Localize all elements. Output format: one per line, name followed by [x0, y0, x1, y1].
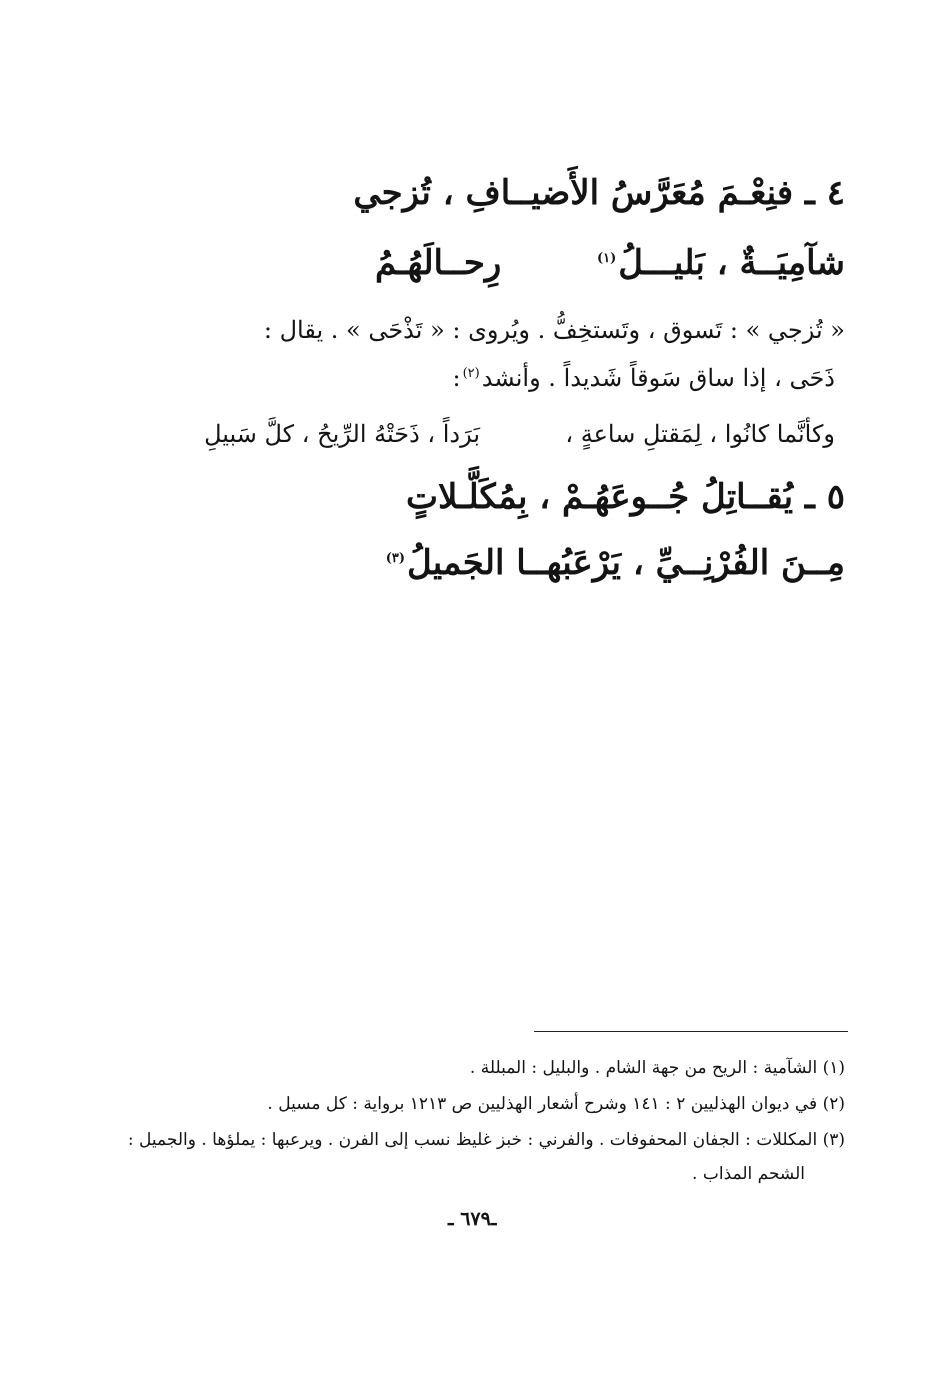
verse-4-second-part-a: رِحــالَهُـمُ: [374, 243, 502, 283]
verse-5-second-hemistich: [384, 543, 845, 583]
quoted-verse-second-half: بَرَداً ، ذَحَتْهُ الرِّيحُ ، كلَّ سَبيلِ: [204, 420, 481, 448]
page-number: ـ٦٧٩ ـ: [448, 1208, 497, 1230]
quoted-verse-first-half: وكأنَّما كانُوا ، لِمَقتلِ ساعةٍ ،: [565, 420, 835, 448]
verse-4-second-hemistich: [374, 243, 845, 283]
verse-5-first-hemistich: ٥ ـ يُقــاتِلُ جُــوعَهُـمْ ، بِمُكَلَّـلاتٍ: [406, 477, 845, 517]
footnote-3: (٣) المكللات : الجفان المحفوفات . والفرني : خبز غليظ نسب إلى الفرن . ويرعبها : يملؤها . والجميل :: [127, 1130, 845, 1150]
footnote-2: (٢) في ديوان الهذليين ٢ : ١٤١ وشرح أشعار الهذليين ص ١٢١٣ برواية : كل مسيل .: [267, 1094, 845, 1114]
footnote-mark-1: (١): [596, 250, 617, 266]
commentary-line-1: « تُزجي » : تَسوق ، وتَستخِفُّ . ويُروى : « تَذْحَى » . يقال :: [263, 316, 845, 344]
quoted-verse: [204, 422, 835, 446]
verse-4-second-part-b: شآمِيَــةٌ ، بَليـــلُ: [618, 243, 845, 283]
footnote-mark-3: (٣): [385, 550, 406, 566]
footnote-mark-2: (٢): [462, 366, 480, 381]
verse-4-first-hemistich: ٤ ـ فنِعْـمَ مُعَرَّسُ الأَضيــافِ ، تُزجي: [353, 173, 845, 213]
commentary-line-2-text: ذَحَى ، إذا ساق سَوقاً شَديداً . وأنشد: [481, 364, 835, 392]
footnote-divider: [534, 1031, 848, 1032]
verse-5-second-hemistich-text: مِــنَ الفُرْنِــيِّ ، يَرْعَبُهــا الجَميلُ: [407, 543, 845, 583]
commentary-line-2: [453, 366, 836, 390]
footnote-3-continuation: الشحم المذاب .: [692, 1164, 805, 1184]
footnote-1: (١) الشآمية : الريح من جهة الشام . والبليل : المبللة .: [469, 1058, 845, 1078]
commentary-line-2-colon: :: [452, 364, 461, 392]
